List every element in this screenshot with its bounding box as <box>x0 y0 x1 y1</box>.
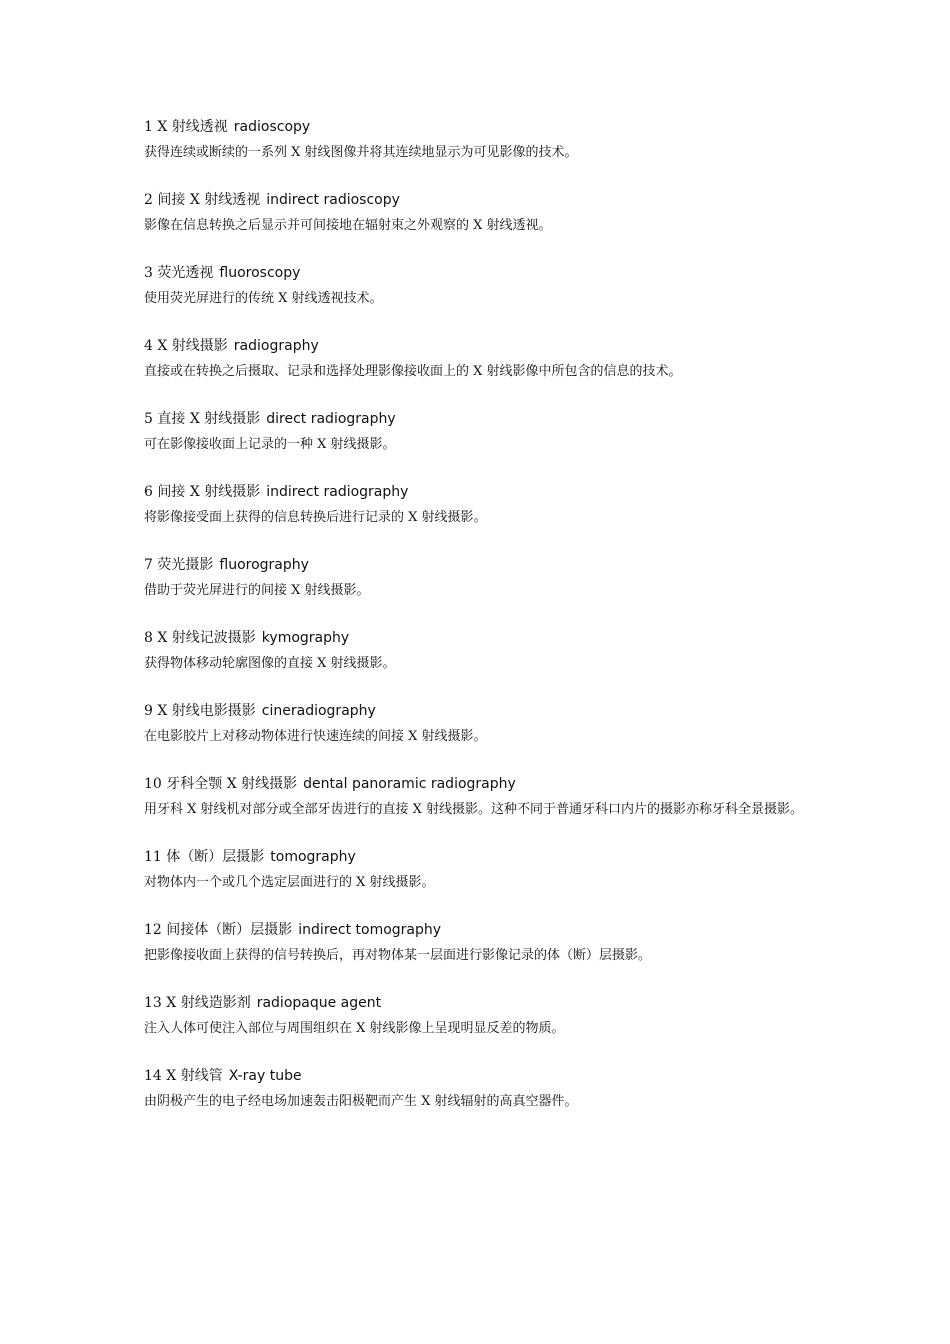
entry-definition: 在电影胶片上对移动物体进行快速连续的间接 X 射线摄影。 <box>144 729 487 744</box>
entry-definition: 注入人体可使注入部位与周围组织在 X 射线影像上呈现明显反差的物质。 <box>144 1021 565 1036</box>
entry-term-chinese: 荧光摄影 <box>157 557 214 573</box>
entry-term <box>144 554 814 576</box>
entry-definition: 获得连续或断续的一系列 X 射线图像并将其连续地显示为可见影像的技术。 <box>144 145 578 160</box>
glossary-entry <box>144 919 814 968</box>
entry-term-chinese: 荧光透视 <box>157 265 214 281</box>
entry-definition: 影像在信息转换之后显示并可间接地在辐射束之外观察的 X 射线透视。 <box>144 218 552 233</box>
entry-term-chinese: 牙科全颚 X 射线摄影 <box>166 776 298 792</box>
entry-term-chinese: X 射线摄影 <box>157 338 228 354</box>
entry-number: 4 <box>144 338 153 354</box>
entry-number: 11 <box>144 849 162 865</box>
entry-term-english: indirect tomography <box>298 922 442 938</box>
entry-definition: 获得物体移动轮廓图像的直接 X 射线摄影。 <box>144 656 396 671</box>
entry-term-english: X-ray tube <box>228 1068 302 1084</box>
entry-term-chinese: 间接体（断）层摄影 <box>166 922 293 938</box>
entry-term <box>144 627 814 649</box>
entry-term <box>144 919 814 941</box>
glossary-entry <box>144 554 814 603</box>
entry-term-english: cineradiography <box>261 703 376 719</box>
entry-definition: 对物体内一个或几个选定层面进行的 X 射线摄影。 <box>144 875 435 890</box>
entry-term-chinese: 间接 X 射线摄影 <box>157 484 261 500</box>
glossary-entry <box>144 116 814 165</box>
entry-number: 12 <box>144 922 162 938</box>
entry-term-chinese: X 射线造影剂 <box>166 995 251 1011</box>
glossary-entry <box>144 773 814 822</box>
glossary-entry <box>144 846 814 895</box>
glossary-list <box>144 116 814 1138</box>
entry-definition: 可在影像接收面上记录的一种 X 射线摄影。 <box>144 437 396 452</box>
glossary-entry <box>144 262 814 311</box>
glossary-entry <box>144 700 814 749</box>
entry-definition: 用牙科 X 射线机对部分或全部牙齿进行的直接 X 射线摄影。这种不同于普通牙科口内片的摄影亦称牙科全景摄影。 <box>144 802 804 817</box>
entry-term-english: fluoroscopy <box>219 265 301 281</box>
entry-number: 3 <box>144 265 153 281</box>
entry-term-chinese: 体（断）层摄影 <box>166 849 265 865</box>
entry-definition: 把影像接收面上获得的信号转换后，再对物体某一层面进行影像记录的体（断）层摄影。 <box>144 948 652 963</box>
entry-term <box>144 1065 814 1087</box>
entry-term <box>144 262 814 284</box>
entry-term-english: tomography <box>270 849 356 865</box>
entry-number: 8 <box>144 630 153 646</box>
entry-term <box>144 189 814 211</box>
entry-term-chinese: X 射线记波摄影 <box>157 630 256 646</box>
entry-term <box>144 116 814 138</box>
entry-term-english: radioscopy <box>233 119 311 135</box>
entry-term <box>144 481 814 503</box>
entry-term-english: kymography <box>261 630 350 646</box>
entry-number: 1 <box>144 119 153 135</box>
entry-number: 7 <box>144 557 153 573</box>
entry-term-chinese: X 射线管 <box>166 1068 223 1084</box>
entry-term <box>144 992 814 1014</box>
entry-term <box>144 408 814 430</box>
entry-term-english: indirect radioscopy <box>266 192 400 208</box>
entry-term-english: direct radiography <box>266 411 396 427</box>
entry-term <box>144 773 814 795</box>
entry-term <box>144 846 814 868</box>
entry-term <box>144 335 814 357</box>
glossary-entry <box>144 408 814 457</box>
entry-number: 14 <box>144 1068 162 1084</box>
entry-term-english: dental panoramic radiography <box>303 776 516 792</box>
entry-definition: 由阴极产生的电子经电场加速轰击阳极靶而产生 X 射线辐射的高真空器件。 <box>144 1094 578 1109</box>
entry-definition: 借助于荧光屏进行的间接 X 射线摄影。 <box>144 583 370 598</box>
entry-number: 9 <box>144 703 153 719</box>
entry-number: 10 <box>144 776 162 792</box>
entry-term-chinese: X 射线电影摄影 <box>157 703 256 719</box>
glossary-entry <box>144 335 814 384</box>
entry-number: 5 <box>144 411 153 427</box>
entry-term-english: indirect radiography <box>266 484 409 500</box>
entry-term-chinese: 直接 X 射线摄影 <box>157 411 261 427</box>
glossary-entry <box>144 992 814 1041</box>
entry-term-chinese: 间接 X 射线透视 <box>157 192 261 208</box>
entry-term-english: radiopaque agent <box>256 995 382 1011</box>
glossary-entry <box>144 1065 814 1114</box>
glossary-entry <box>144 189 814 238</box>
glossary-entry <box>144 481 814 530</box>
entry-term-english: radiography <box>233 338 319 354</box>
entry-term-english: fluorography <box>219 557 309 573</box>
entry-definition: 将影像接受面上获得的信息转换后进行记录的 X 射线摄影。 <box>144 510 487 525</box>
entry-number: 6 <box>144 484 153 500</box>
entry-number: 2 <box>144 192 153 208</box>
entry-definition: 使用荧光屏进行的传统 X 射线透视技术。 <box>144 291 383 306</box>
entry-term <box>144 700 814 722</box>
glossary-entry <box>144 627 814 676</box>
entry-term-chinese: X 射线透视 <box>157 119 228 135</box>
entry-number: 13 <box>144 995 162 1011</box>
entry-definition: 直接或在转换之后摄取、记录和选择处理影像接收面上的 X 射线影像中所包含的信息的技术。 <box>144 364 682 379</box>
